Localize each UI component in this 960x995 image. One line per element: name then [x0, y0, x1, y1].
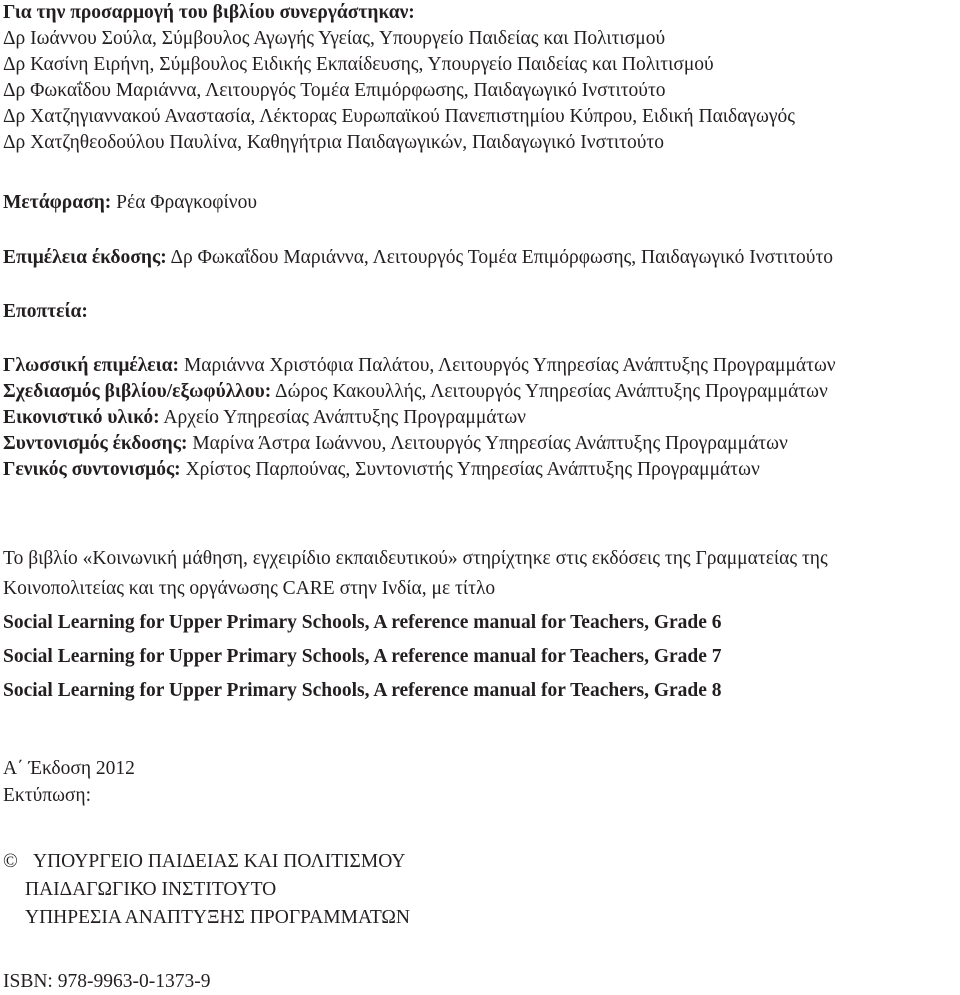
contributor-line: Δρ Χατζηθεοδούλου Παυλίνα, Καθηγήτρια Παιδαγωγικών, Παιδαγωγικό Ινστιτούτο — [3, 132, 665, 153]
contributors-section — [3, 0, 953, 156]
credits-section — [3, 353, 953, 483]
contributor-line: Δρ Χατζηγιαννακού Αναστασία, Λέκτορας Ευρωπαϊκού Πανεπιστημίου Κύπρου, Ειδική Παιδαγωγός — [3, 106, 795, 127]
copyright-org: ΥΠΟΥΡΓΕΙΟ ΠΑΙΔΕΙΑΣ ΚΑΙ ΠΟΛΙΤΙΣΜΟΥ — [33, 851, 406, 872]
credit-line — [3, 379, 953, 405]
credit-line — [3, 405, 953, 431]
copyright-symbol: © — [3, 851, 18, 872]
credit-value: Μαρίνα Άστρα Ιωάννου, Λειτουργός Υπηρεσίας Ανάπτυξης Προγραμμάτων — [187, 433, 788, 454]
credit-line — [3, 457, 953, 483]
source-section — [3, 546, 953, 712]
contributor-line: Δρ Φωκαΐδου Μαριάννα, Λειτουργός Τομέα Επιμόρφωσης, Παιδαγωγικό Ινστιτούτο — [3, 80, 666, 101]
copyright-org: ΠΑΙΔΑΓΩΓΙΚΟ ΙΝΣΤΙΤΟΥΤΟ — [25, 879, 277, 900]
edition-line: Α΄ Έκδοση 2012 — [3, 758, 135, 779]
editing-line — [3, 245, 953, 271]
contributor-line: Δρ Κασίνη Ειρήνη, Σύμβουλος Ειδικής Εκπαίδευσης, Υπουργείο Παιδείας και Πολιτισμού — [3, 54, 714, 75]
credit-label: Συντονισμός έκδοσης: — [3, 433, 188, 454]
credit-value: Αρχείο Υπηρεσίας Ανάπτυξης Προγραμμάτων — [159, 407, 526, 428]
credit-label: Εικονιστικό υλικό: — [3, 407, 160, 428]
copyright-org: ΥΠΗΡΕΣΙΑ ΑΝΑΠΤΥΞΗΣ ΠΡΟΓΡΑΜΜΑΤΩΝ — [25, 907, 411, 928]
source-title: Social Learning for Upper Primary Schools, A reference manual for Teachers, Grade 8 — [3, 680, 722, 701]
translation-label: Μετάφραση: — [3, 192, 112, 213]
copyright-line — [3, 849, 953, 877]
credit-label: Γενικός συντονισμός: — [3, 459, 181, 480]
credit-value: Μαριάννα Χριστόφια Παλάτου, Λειτουργός Υπηρεσίας Ανάπτυξης Προγραμμάτων — [179, 355, 836, 376]
supervision-line — [3, 299, 953, 325]
source-text-line: Το βιβλίο «Κοινωνική μάθηση, εγχειρίδιο εκπαιδευτικού» στηρίχτηκε στις εκδόσεις της Γραμματείας της — [3, 548, 828, 569]
credit-line — [3, 353, 953, 379]
editing-label: Επιμέλεια έκδοσης: — [3, 247, 167, 268]
source-title: Social Learning for Upper Primary Schools, A reference manual for Teachers, Grade 7 — [3, 646, 722, 667]
translation-value: Ρέα Φραγκοφίνου — [111, 192, 257, 213]
source-text-line: Κοινοπολιτείας και της οργάνωσης CARE στην Ινδία, με τίτλο — [3, 578, 496, 599]
translation-line — [3, 190, 953, 216]
contributors-heading: Για την προσαρμογή του βιβλίου συνεργάστηκαν: — [3, 2, 415, 23]
edition-section — [3, 756, 953, 809]
printing-line: Εκτύπωση: — [3, 785, 92, 806]
copyright-line — [3, 905, 953, 931]
copyright-line — [3, 877, 953, 905]
contributor-line: Δρ Ιωάννου Σούλα, Σύμβουλος Αγωγής Υγείας, Υπουργείο Παιδείας και Πολιτισμού — [3, 28, 666, 49]
credit-value: Χρίστος Παρπούνας, Συντονιστής Υπηρεσίας Ανάπτυξης Προγραμμάτων — [180, 459, 760, 480]
credit-label: Γλωσσική επιμέλεια: — [3, 355, 180, 376]
copyright-section — [3, 849, 953, 931]
credit-label: Σχεδιασμός βιβλίου/εξωφύλλου: — [3, 381, 272, 402]
supervision-label: Εποπτεία: — [3, 301, 88, 322]
credit-line — [3, 431, 953, 457]
credit-value: Δώρος Κακουλλής, Λειτουργός Υπηρεσίας Ανάπτυξης Προγραμμάτων — [271, 381, 828, 402]
isbn-line: ISBN: 978-9963-0-1373-9 — [3, 971, 211, 992]
source-title: Social Learning for Upper Primary Schools, A reference manual for Teachers, Grade 6 — [3, 612, 722, 633]
editing-value: Δρ Φωκαΐδου Μαριάννα, Λειτουργός Τομέα Επιμόρφωσης, Παιδαγωγικό Ινστιτούτο — [166, 247, 834, 268]
